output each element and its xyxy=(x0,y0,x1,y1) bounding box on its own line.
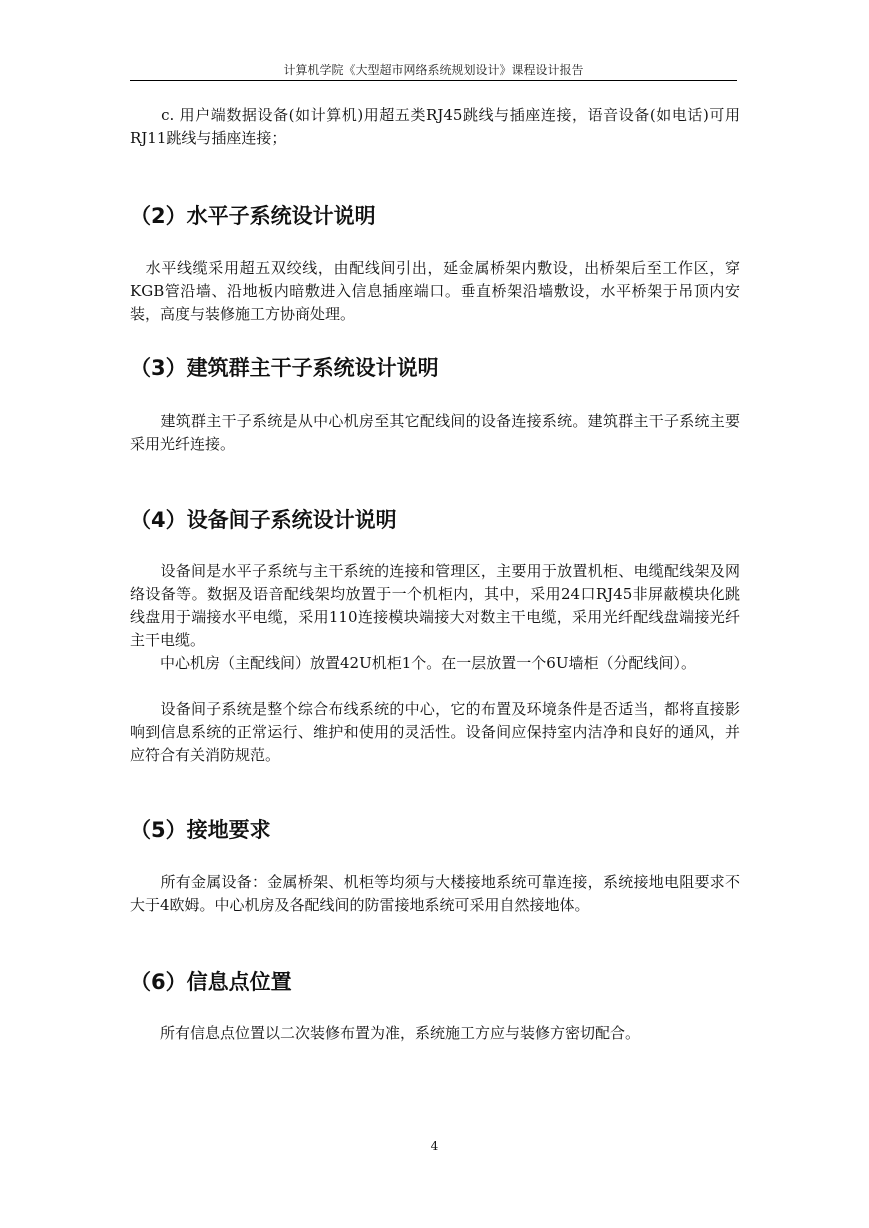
heading-information-points: （6）信息点位置 xyxy=(130,970,292,994)
paragraph-information-points: 所有信息点位置以二次装修布置为准，系统施工方应与装修方密切配合。 xyxy=(130,1024,641,1042)
heading-campus-backbone: （3）建筑群主干子系统设计说明 xyxy=(130,356,439,380)
paragraph-user-equipment: c. 用户端数据设备(如计算机)用超五类RJ45跳线与插座连接，语音设备(如电话)可用RJ11跳线与插座连接； xyxy=(130,106,740,147)
heading-grounding: （5）接地要求 xyxy=(130,818,271,842)
page-number: 4 xyxy=(430,1139,439,1153)
heading-equipment-room: （4）设备间子系统设计说明 xyxy=(130,508,397,532)
running-header: 计算机学院《大型超市网络系统规划设计》课程设计报告 xyxy=(283,63,584,77)
paragraph-horizontal-subsystem: 水平线缆采用超五双绞线，由配线间引出，延金属桥架内敷设，出桥架后至工作区，穿KGB管沿墙、沿地板内暗敷进入信息插座端口。垂直桥架沿墙敷设，水平桥架于吊顶内安装，高度与装修施工方协商处理。 xyxy=(130,259,740,323)
heading-horizontal-subsystem: （2）水平子系统设计说明 xyxy=(130,204,376,228)
header-divider xyxy=(130,80,737,81)
paragraph-equipment-room-1: 设备间是水平子系统与主干系统的连接和管理区，主要用于放置机柜、电缆配线架及网络设备等。数据及语音配线架均放置于一个机柜内，其中，采用24口RJ45非屏蔽模块化跳线盘用于端接水平电缆，采用110连接模块端接大对数主干电缆，采用光纤配线盘端接光纤主干电缆。 xyxy=(130,562,740,649)
paragraph-grounding: 所有金属设备：金属桥架、机柜等均须与大楼接地系统可靠连接，系统接地电阻要求不大于4欧姆。中心机房及各配线间的防雷接地系统可采用自然接地体。 xyxy=(130,873,740,914)
paragraph-campus-backbone: 建筑群主干子系统是从中心机房至其它配线间的设备连接系统。建筑群主干子系统主要采用光纤连接。 xyxy=(130,412,740,453)
paragraph-equipment-room-3: 设备间子系统是整个综合布线系统的中心，它的布置及环境条件是否适当，都将直接影响到信息系统的正常运行、维护和使用的灵活性。设备间应保持室内洁净和良好的通风，并应符合有关消防规范。 xyxy=(130,700,740,764)
paragraph-equipment-room-2: 中心机房（主配线间）放置42U机柜1个。在一层放置一个6U墙柜（分配线间）。 xyxy=(130,654,696,672)
